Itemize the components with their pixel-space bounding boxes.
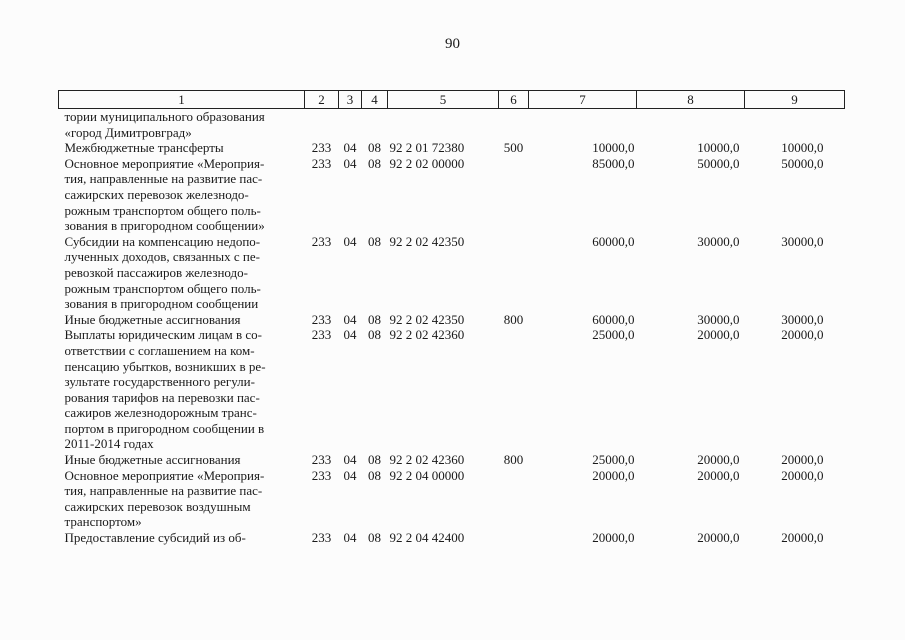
table-row bbox=[59, 156, 845, 234]
section-code-cell: 04 bbox=[343, 327, 357, 343]
item-name-line: рования тарифов на перевозки пас- bbox=[64, 389, 260, 405]
table-body bbox=[59, 109, 845, 546]
amount-cell-col9: 20000,0 bbox=[781, 530, 824, 546]
table-row bbox=[59, 140, 845, 156]
amount-cell-col8: 50000,0 bbox=[697, 155, 740, 171]
item-name-line: 2011-2014 годах bbox=[64, 436, 154, 452]
column-header: 5 bbox=[388, 91, 499, 109]
item-name-line: зования в пригородном сообщении» bbox=[64, 218, 265, 234]
item-name-cell bbox=[59, 327, 305, 452]
target-article-cell: 92 2 04 00000 bbox=[389, 467, 465, 483]
amount-cell-col9: 20000,0 bbox=[781, 327, 824, 343]
item-name-line: портом в пригородном сообщении в bbox=[64, 420, 265, 436]
section-code-cell: 04 bbox=[343, 140, 357, 156]
amount-cell-col8: 30000,0 bbox=[697, 233, 740, 249]
table-row bbox=[59, 234, 845, 312]
column-header: 4 bbox=[362, 91, 388, 109]
target-article-cell: 92 2 02 00000 bbox=[389, 155, 465, 171]
item-name-cell bbox=[59, 140, 305, 156]
subsection-code-cell: 08 bbox=[368, 467, 381, 483]
amount-cell-col8: 20000,0 bbox=[697, 452, 740, 468]
amount-cell-col9: 20000,0 bbox=[781, 452, 824, 468]
item-name-line: сажиров железнодорожным транс- bbox=[64, 405, 257, 421]
item-name-line: ответствии с соглашением на ком- bbox=[64, 342, 255, 358]
amount-cell-col9: 30000,0 bbox=[781, 311, 824, 327]
amount-cell-col8: 20000,0 bbox=[697, 327, 740, 343]
item-name-line: тия, направленные на развитие пас- bbox=[64, 483, 263, 499]
amount-cell-col9 bbox=[745, 109, 845, 141]
item-name-line: тия, направленные на развитие пас- bbox=[64, 171, 263, 187]
table-row bbox=[59, 109, 845, 141]
item-name-line: Межбюджетные трансферты bbox=[64, 140, 224, 156]
expense-type-cell: 800 bbox=[503, 311, 524, 327]
admin-code-cell: 233 bbox=[311, 140, 332, 156]
item-name-cell bbox=[59, 312, 305, 328]
item-name-line: «город Димитровград» bbox=[64, 124, 192, 140]
admin-code-cell: 233 bbox=[311, 327, 332, 343]
subsection-code-cell: 08 bbox=[368, 233, 381, 249]
item-name-cell bbox=[59, 234, 305, 312]
section-code-cell: 04 bbox=[343, 311, 357, 327]
amount-cell-col7: 25000,0 bbox=[592, 327, 635, 343]
section-code-cell: 04 bbox=[343, 452, 357, 468]
target-article-cell bbox=[388, 109, 499, 141]
column-header: 3 bbox=[339, 91, 362, 109]
amount-cell-col9: 50000,0 bbox=[781, 155, 824, 171]
amount-cell-col7 bbox=[529, 109, 637, 141]
column-header: 2 bbox=[305, 91, 339, 109]
item-name-line: лученных доходов, связанных с пе- bbox=[64, 249, 260, 265]
column-header: 8 bbox=[637, 91, 745, 109]
item-name-line: ревозкой пассажиров железнодо- bbox=[64, 264, 248, 280]
item-name-line: Предоставление субсидий из об- bbox=[64, 530, 246, 546]
item-name-cell bbox=[59, 156, 305, 234]
table-row bbox=[59, 327, 845, 452]
item-name-cell bbox=[59, 109, 305, 141]
expense-type-cell bbox=[499, 234, 529, 312]
item-name-line: Субсидии на компенсацию недопо- bbox=[64, 233, 261, 249]
admin-code-cell bbox=[305, 109, 339, 141]
expense-type-cell bbox=[499, 327, 529, 452]
expense-type-cell: 500 bbox=[503, 140, 524, 156]
subsection-code-cell: 08 bbox=[368, 327, 381, 343]
admin-code-cell: 233 bbox=[311, 233, 332, 249]
amount-cell-col8: 10000,0 bbox=[697, 140, 740, 156]
expense-type-cell bbox=[499, 468, 529, 530]
subsection-code-cell: 08 bbox=[368, 452, 381, 468]
target-article-cell: 92 2 02 42350 bbox=[389, 311, 465, 327]
item-name-line: Иные бюджетные ассигнования bbox=[64, 452, 241, 468]
target-article-cell: 92 2 04 42400 bbox=[389, 530, 465, 546]
item-name-cell bbox=[59, 468, 305, 530]
amount-cell-col7: 10000,0 bbox=[592, 140, 635, 156]
amount-cell-col7: 20000,0 bbox=[592, 530, 635, 546]
page-number: 90 bbox=[445, 36, 460, 52]
item-name-cell bbox=[59, 530, 305, 546]
admin-code-cell: 233 bbox=[311, 467, 332, 483]
item-name-line: рожным транспортом общего поль- bbox=[64, 202, 261, 218]
subsection-code-cell: 08 bbox=[368, 140, 381, 156]
table-row bbox=[59, 530, 845, 546]
admin-code-cell: 233 bbox=[311, 155, 332, 171]
table-header-row bbox=[59, 91, 845, 109]
amount-cell-col7: 60000,0 bbox=[592, 233, 635, 249]
expense-type-cell bbox=[499, 530, 529, 546]
amount-cell-col8: 30000,0 bbox=[697, 311, 740, 327]
item-name-line: сажирских перевозок воздушным bbox=[64, 498, 251, 514]
section-code-cell: 04 bbox=[343, 155, 357, 171]
item-name-line: сажирских перевозок железнодо- bbox=[64, 186, 249, 202]
item-name-cell bbox=[59, 452, 305, 468]
item-name-line: транспортом» bbox=[64, 514, 142, 530]
subsection-code-cell: 08 bbox=[368, 311, 381, 327]
amount-cell-col8 bbox=[637, 109, 745, 141]
item-name-line: Основное мероприятие «Мероприя- bbox=[64, 467, 265, 483]
section-code-cell: 04 bbox=[343, 467, 357, 483]
amount-cell-col7: 60000,0 bbox=[592, 311, 635, 327]
item-name-line: тории муниципального образования bbox=[64, 109, 265, 124]
expense-type-cell bbox=[499, 109, 529, 141]
column-header: 7 bbox=[529, 91, 637, 109]
item-name-line: зультате государственного регули- bbox=[64, 374, 255, 390]
subsection-code-cell: 08 bbox=[368, 530, 381, 546]
section-code-cell bbox=[339, 109, 362, 141]
expense-type-cell: 800 bbox=[503, 452, 524, 468]
item-name-line: рожным транспортом общего поль- bbox=[64, 280, 261, 296]
amount-cell-col8: 20000,0 bbox=[697, 467, 740, 483]
expense-type-cell bbox=[499, 156, 529, 234]
amount-cell-col8: 20000,0 bbox=[697, 530, 740, 546]
column-header: 1 bbox=[59, 91, 305, 109]
budget-table bbox=[58, 90, 845, 546]
target-article-cell: 92 2 02 42360 bbox=[389, 452, 465, 468]
target-article-cell: 92 2 01 72380 bbox=[389, 140, 465, 156]
subsection-code-cell bbox=[362, 109, 388, 141]
amount-cell-col7: 85000,0 bbox=[592, 155, 635, 171]
table-row bbox=[59, 452, 845, 468]
column-header: 6 bbox=[499, 91, 529, 109]
item-name-line: зования в пригородном сообщении bbox=[64, 296, 259, 312]
target-article-cell: 92 2 02 42360 bbox=[389, 327, 465, 343]
admin-code-cell: 233 bbox=[311, 530, 332, 546]
target-article-cell: 92 2 02 42350 bbox=[389, 233, 465, 249]
table-row bbox=[59, 312, 845, 328]
section-code-cell: 04 bbox=[343, 530, 357, 546]
amount-cell-col7: 25000,0 bbox=[592, 452, 635, 468]
admin-code-cell: 233 bbox=[311, 452, 332, 468]
item-name-line: Иные бюджетные ассигнования bbox=[64, 311, 241, 327]
amount-cell-col9: 10000,0 bbox=[781, 140, 824, 156]
amount-cell-col7: 20000,0 bbox=[592, 467, 635, 483]
section-code-cell: 04 bbox=[343, 233, 357, 249]
table-row bbox=[59, 468, 845, 530]
item-name-line: Выплаты юридическим лицам в со- bbox=[64, 327, 262, 343]
subsection-code-cell: 08 bbox=[368, 155, 381, 171]
item-name-line: пенсацию убытков, возникших в ре- bbox=[64, 358, 266, 374]
admin-code-cell: 233 bbox=[311, 311, 332, 327]
amount-cell-col9: 20000,0 bbox=[781, 467, 824, 483]
amount-cell-col9: 30000,0 bbox=[781, 233, 824, 249]
item-name-line: Основное мероприятие «Мероприя- bbox=[64, 155, 265, 171]
column-header: 9 bbox=[745, 91, 845, 109]
